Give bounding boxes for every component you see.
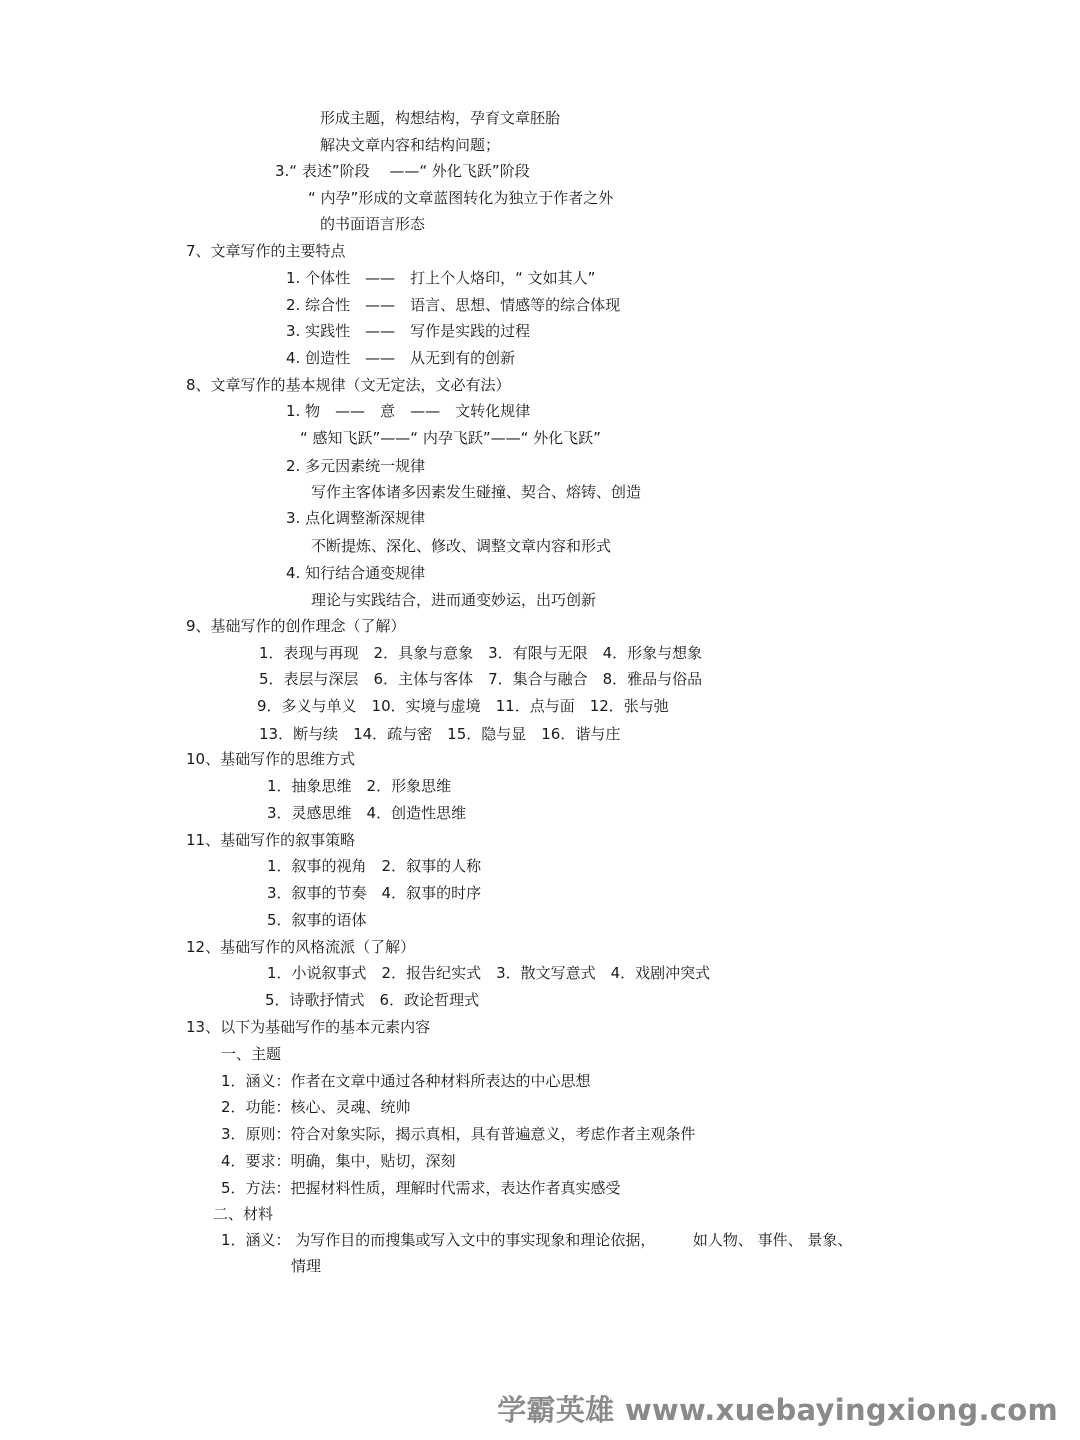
text-line: 的书面语言形态 <box>320 215 426 233</box>
text-line: 1．抽象思维 2．形象思维 <box>267 777 452 795</box>
text-line: 5．表层与深层 6．主体与客体 7．集合与融合 8．雅品与俗品 <box>259 670 703 688</box>
section-heading: 7、文章写作的主要特点 <box>186 242 346 260</box>
text-line: 9．多义与单义 10．实境与虚境 11．点与面 12．张与弛 <box>257 697 669 715</box>
text-line: “ 感知飞跃”——“ 内孕飞跃”——“ 外化飞跃” <box>300 429 601 447</box>
text-line: 2. 综合性 —— 语言、思想、情感等的综合体现 <box>286 296 621 314</box>
text-line: 3．灵感思维 4．创造性思维 <box>267 804 467 822</box>
text-line: “ 内孕”形成的文章蓝图转化为独立于作者之外 <box>308 189 614 207</box>
text-line: 4. 创造性 —— 从无到有的创新 <box>286 349 516 367</box>
text-line: 4. 知行结合通变规律 <box>286 564 426 582</box>
text-line: 1．叙事的视角 2．叙事的人称 <box>267 857 482 875</box>
text-line: 1. 物 —— 意 —— 文转化规律 <box>286 402 531 420</box>
text-line: 1．表现与再现 2．具象与意象 3．有限与无限 4．形象与想象 <box>259 644 703 662</box>
section-heading: 13、以下为基础写作的基本元素内容 <box>186 1018 431 1036</box>
text-line: 5．叙事的语体 <box>267 911 367 929</box>
section-heading: 11、基础写作的叙事策略 <box>186 831 356 849</box>
text-line: 理论与实践结合，进而通变妙运，出巧创新 <box>311 591 597 609</box>
text-line: 1. 个体性 —— 打上个人烙印，“ 文如其人” <box>286 269 596 287</box>
section-heading: 10、基础写作的思维方式 <box>186 750 356 768</box>
text-line: 情理 <box>291 1257 322 1275</box>
text-line: 3. 实践性 —— 写作是实践的过程 <box>286 322 531 340</box>
text-line: 3．原则：符合对象实际，揭示真相，具有普遍意义，考虑作者主观条件 <box>221 1125 696 1143</box>
text-line: 1．小说叙事式 2．报告纪实式 3．散文写意式 4．戏剧冲突式 <box>267 964 711 982</box>
text-line: 2. 多元因素统一规律 <box>286 457 426 475</box>
text-line: 2．功能：核心、灵魂、统帅 <box>221 1098 411 1116</box>
site-watermark: 学霸英雄 www.xuebayingxiong.com <box>497 1393 1058 1427</box>
text-line: 13．断与续 14．疏与密 15．隐与显 16．谐与庄 <box>259 725 621 743</box>
text-line: 写作主客体诸多因素发生碰撞、契合、熔铸、创造 <box>311 483 642 501</box>
text-line: 5．诗歌抒情式 6．政论哲理式 <box>265 991 480 1009</box>
text-line: 形成主题，构想结构，孕育文章胚胎 <box>320 109 561 127</box>
subsection-heading: 二、材料 <box>213 1205 274 1223</box>
text-line: 1．涵义： 为写作目的而搜集或写入文中的事实现象和理论依据， 如人物、 事件、 景象、 <box>221 1231 853 1249</box>
section-heading: 12、基础写作的风格流派（了解） <box>186 938 416 956</box>
text-line: 3．叙事的节奏 4．叙事的时序 <box>267 884 482 902</box>
section-heading: 8、文章写作的基本规律（文无定法，文必有法） <box>186 376 511 394</box>
text-line: 5．方法：把握材料性质，理解时代需求，表达作者真实感受 <box>221 1179 621 1197</box>
text-line: 4．要求：明确，集中，贴切，深刻 <box>221 1152 456 1170</box>
text-line: 1．涵义：作者在文章中通过各种材料所表达的中心思想 <box>221 1072 591 1090</box>
text-line: 不断提炼、深化、修改、调整文章内容和形式 <box>311 537 612 555</box>
subsection-heading: 一、主题 <box>221 1045 282 1063</box>
section-heading: 9、基础写作的创作理念（了解） <box>186 617 406 635</box>
text-line: 3.“ 表述”阶段 ——“ 外化飞跃”阶段 <box>275 162 530 180</box>
text-line: 3. 点化调整渐深规律 <box>286 509 426 527</box>
text-line: 解决文章内容和结构问题； <box>320 136 501 154</box>
